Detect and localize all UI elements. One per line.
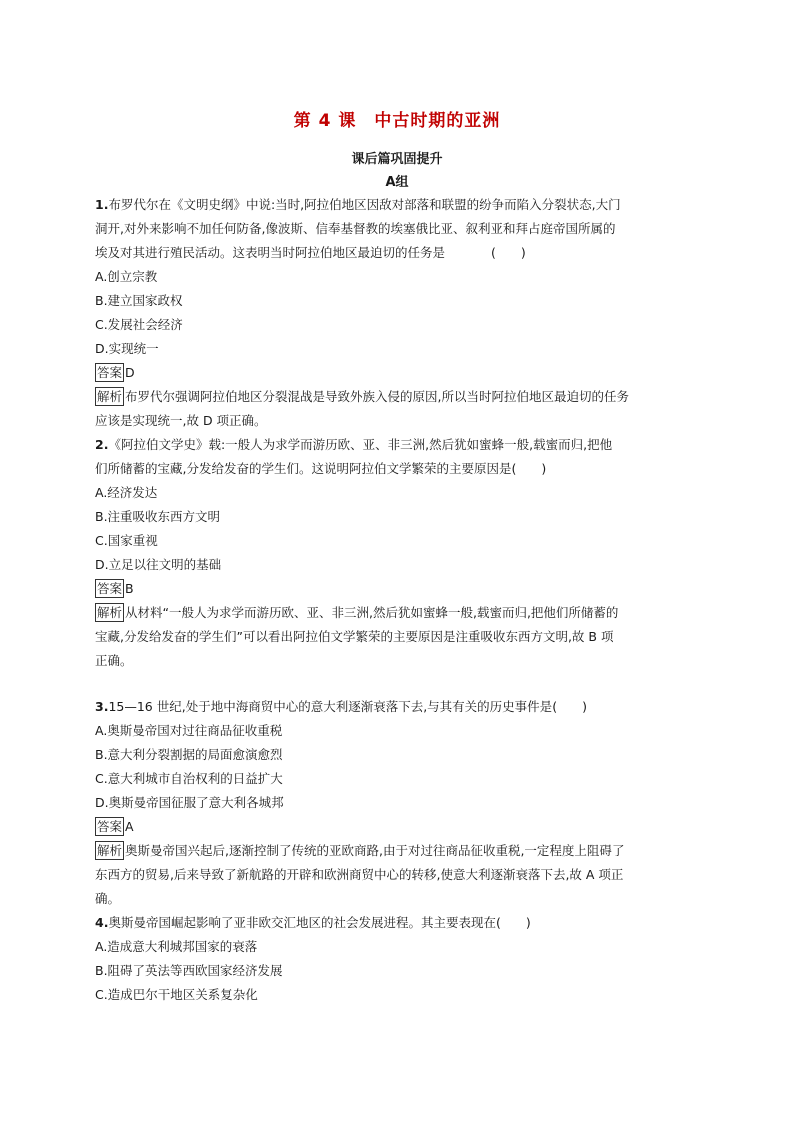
lesson-title: 第 4 课 中古时期的亚洲	[293, 111, 501, 131]
option-b: B.意大利分裂割据的局面愈演愈烈	[95, 747, 283, 762]
question-1	[95, 193, 695, 433]
option-c: C.造成巴尔干地区关系复杂化	[95, 987, 258, 1002]
answer-paren: ( )	[495, 915, 531, 930]
analysis-label: 解析	[97, 843, 123, 858]
option-d: D.实现统一	[95, 341, 159, 356]
analysis-label: 解析	[97, 389, 123, 404]
question-number: 4.	[95, 915, 109, 930]
option-a: A.造成意大利城邦国家的衰落	[95, 939, 258, 954]
answer-value: D	[125, 365, 135, 380]
analysis-line: 东西方的贸易,后来导致了新航路的开辟和欧洲商贸中心的转移,使意大利逐渐衰落下去,故 A 项正	[95, 867, 624, 882]
option-d: D.立足以往文明的基础	[95, 557, 222, 572]
question-stem-line: 们所储蓄的宝藏,分发给发奋的学生们。这说明阿拉伯文学繁荣的主要原因是	[95, 461, 512, 476]
analysis-label: 解析	[97, 605, 123, 620]
answer-value: A	[125, 819, 134, 834]
analysis-line: 确。	[95, 891, 121, 906]
answer-paren: ( )	[491, 245, 526, 260]
option-b: B.阻碍了英法等西欧国家经济发展	[95, 963, 283, 978]
answer-label: 答案	[97, 581, 123, 596]
question-number: 2.	[95, 437, 109, 452]
question-stem-line: 15—16 世纪,处于地中海商贸中心的意大利逐渐衰落下去,与其有关的历史事件是	[108, 699, 553, 714]
answer-value: B	[125, 581, 134, 596]
analysis-line: 宝藏,分发给发奋的学生们”可以看出阿拉伯文学繁荣的主要原因是注重吸收东西方文明,故 B 项	[95, 629, 614, 644]
section-subtitle: 课后篇巩固提升	[351, 152, 443, 167]
question-stem-line: 洞开,对外来影响不加任何防备,像波斯、信奉基督教的埃塞俄比亚、叙利亚和拜占庭帝国所属的	[95, 221, 616, 236]
questions-content	[95, 193, 695, 1007]
question-stem-line: 奥斯曼帝国崛起影响了亚非欧交汇地区的社会发展进程。其主要表现在	[108, 915, 496, 930]
analysis-line: 奥斯曼帝国兴起后,逐渐控制了传统的亚欧商路,由于对过往商品征收重税,一定程度上阻碍了	[125, 843, 625, 858]
option-d: D.奥斯曼帝国征服了意大利各城邦	[95, 795, 284, 810]
option-a: A.创立宗教	[95, 269, 158, 284]
question-4	[95, 911, 695, 1007]
analysis-line: 布罗代尔强调阿拉伯地区分裂混战是导致外族入侵的原因,所以当时阿拉伯地区最迫切的任务	[125, 389, 629, 404]
option-c: C.意大利城市自治权利的日益扩大	[95, 771, 283, 786]
question-stem-line: 《阿拉伯文学史》载:一般人为求学而游历欧、亚、非三洲,然后犹如蜜蜂一般,载蜜而归,把他	[108, 437, 613, 452]
question-2	[95, 433, 695, 673]
option-b: B.建立国家政权	[95, 293, 183, 308]
option-c: C.发展社会经济	[95, 317, 183, 332]
question-3	[95, 695, 695, 911]
question-number: 1.	[95, 197, 109, 212]
spacer	[95, 673, 695, 695]
option-a: A.奥斯曼帝国对过往商品征收重税	[95, 723, 283, 738]
analysis-line: 正确。	[95, 653, 133, 668]
analysis-line: 应该是实现统一,故 D 项正确。	[95, 413, 267, 428]
option-a: A.经济发达	[95, 485, 158, 500]
answer-paren: ( )	[552, 699, 587, 714]
question-stem-line: 布罗代尔在《文明史纲》中说:当时,阿拉伯地区因敌对部落和联盟的纷争而陷入分裂状态,大门	[108, 197, 621, 212]
answer-label: 答案	[97, 819, 123, 834]
analysis-line: 从材料“一般人为求学而游历欧、亚、非三洲,然后犹如蜜蜂一般,载蜜而归,把他们所储蓄的	[125, 605, 619, 620]
group-label: A组	[385, 175, 409, 190]
question-number: 3.	[95, 699, 109, 714]
answer-label: 答案	[97, 365, 123, 380]
option-b: B.注重吸收东西方文明	[95, 509, 221, 524]
answer-paren: ( )	[511, 461, 547, 476]
question-stem-line: 埃及对其进行殖民活动。这表明当时阿拉伯地区最迫切的任务是	[95, 245, 446, 260]
option-c: C.国家重视	[95, 533, 158, 548]
